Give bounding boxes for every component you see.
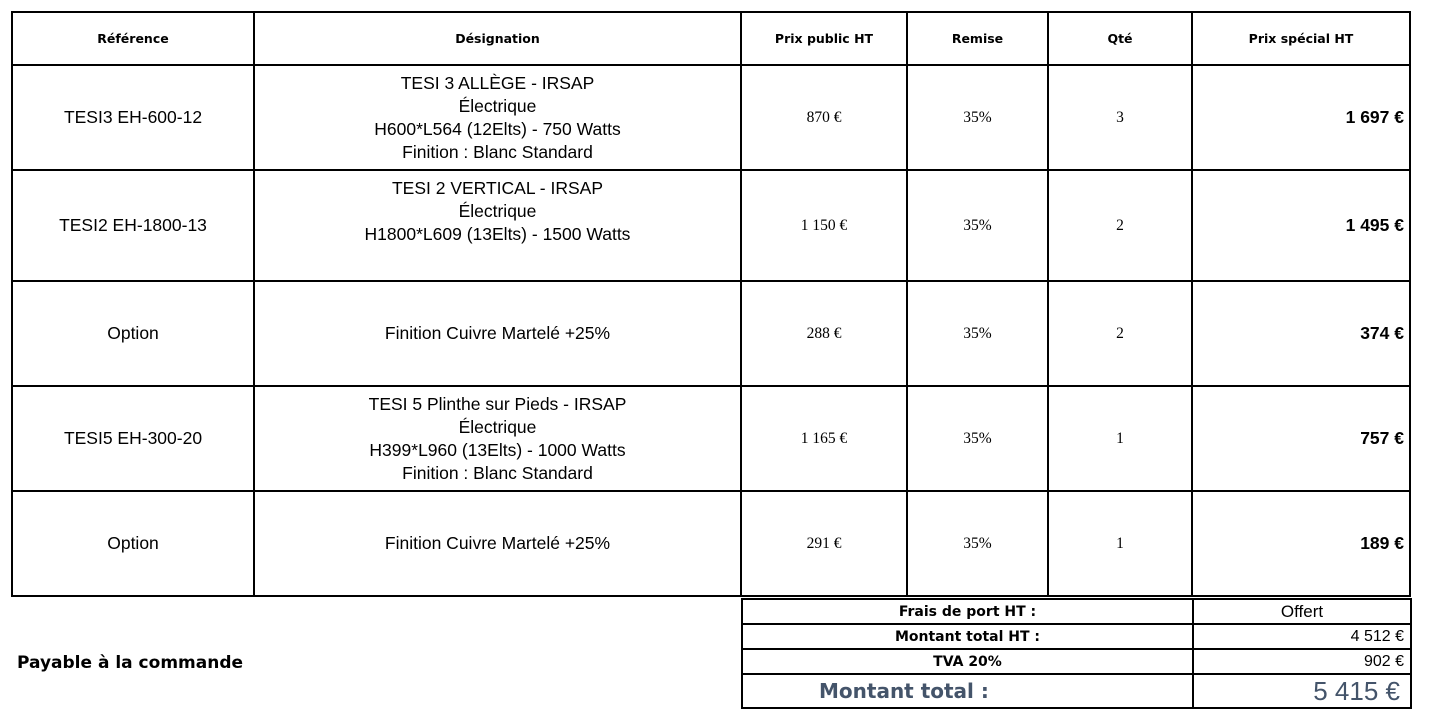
qty-cell: 2 [1048, 170, 1192, 281]
designation-line: H1800*L609 (13Elts) - 1500 Watts [364, 224, 631, 244]
qty-cell: 1 [1048, 386, 1192, 491]
special-price-cell: 1 495 € [1192, 170, 1410, 281]
public-price-cell: 1 150 € [741, 170, 907, 281]
grand-total-row [742, 674, 1411, 708]
payable-note: Payable à la commande [17, 653, 244, 673]
discount-cell: 35% [907, 281, 1048, 386]
discount-cell: 35% [907, 65, 1048, 170]
designation-cell [254, 491, 741, 596]
shipping-label: Frais de port HT : [742, 599, 1193, 624]
special-price-cell: 374 € [1192, 281, 1410, 386]
grand-total-value: 5 415 € [1193, 674, 1411, 708]
discount-cell: 35% [907, 386, 1048, 491]
total-ht-label: Montant total HT : [742, 624, 1193, 649]
special-price-cell: 189 € [1192, 491, 1410, 596]
public-price-cell: 870 € [741, 65, 907, 170]
designation-line: TESI 5 Plinthe sur Pieds - IRSAP [368, 393, 627, 414]
designation-cell [254, 386, 741, 491]
qty-cell: 3 [1048, 65, 1192, 170]
table-row [12, 491, 1410, 596]
quote-table [11, 11, 1411, 597]
vat-row [742, 649, 1411, 674]
table-row [12, 65, 1410, 170]
designation-cell [254, 170, 741, 281]
header-special-price: Prix spécial HT [1192, 12, 1410, 65]
designation-line: Électrique [458, 416, 537, 437]
header-public-price: Prix public HT [741, 12, 907, 65]
discount-cell: 35% [907, 170, 1048, 281]
designation-line: Électrique [458, 95, 537, 116]
table-row [12, 386, 1410, 491]
designation-line: H600*L564 (12Elts) - 750 Watts [374, 118, 621, 139]
public-price-cell: 1 165 € [741, 386, 907, 491]
grand-total-label: Montant total : [742, 674, 1193, 708]
reference-cell: TESI3 EH-600-12 [12, 65, 254, 170]
shipping-value: Offert [1193, 599, 1411, 624]
special-price-cell: 1 697 € [1192, 65, 1410, 170]
reference-cell: Option [12, 281, 254, 386]
reference-cell: Option [12, 491, 254, 596]
designation-cell [254, 281, 741, 386]
reference-cell: TESI2 EH-1800-13 [12, 170, 254, 281]
table-header-row [12, 12, 1410, 65]
qty-cell: 2 [1048, 281, 1192, 386]
designation-line: Finition : Blanc Standard [402, 141, 593, 162]
designation-line: Finition : Blanc Standard [402, 462, 593, 483]
designation-line: TESI 2 VERTICAL - IRSAP [391, 178, 604, 198]
reference-cell: TESI5 EH-300-20 [12, 386, 254, 491]
vat-label: TVA 20% [742, 649, 1193, 674]
designation-line: H399*L960 (13Elts) - 1000 Watts [369, 439, 626, 460]
header-discount: Remise [907, 12, 1048, 65]
table-row [12, 170, 1410, 281]
designation-line: Finition Cuivre Martelé +25% [384, 323, 611, 343]
total-ht-row [742, 624, 1411, 649]
vat-value: 902 € [1193, 649, 1411, 674]
special-price-cell: 757 € [1192, 386, 1410, 491]
discount-cell: 35% [907, 491, 1048, 596]
designation-line: Électrique [458, 201, 537, 221]
header-reference: Référence [12, 12, 254, 65]
table-row [12, 281, 1410, 386]
shipping-row [742, 599, 1411, 624]
totals-table [741, 598, 1412, 709]
public-price-cell: 291 € [741, 491, 907, 596]
designation-line: Finition Cuivre Martelé +25% [384, 533, 611, 553]
designation-line: TESI 3 ALLÈGE - IRSAP [400, 72, 595, 93]
header-qty: Qté [1048, 12, 1192, 65]
designation-cell [254, 65, 741, 170]
header-designation: Désignation [254, 12, 741, 65]
public-price-cell: 288 € [741, 281, 907, 386]
qty-cell: 1 [1048, 491, 1192, 596]
total-ht-value: 4 512 € [1193, 624, 1411, 649]
